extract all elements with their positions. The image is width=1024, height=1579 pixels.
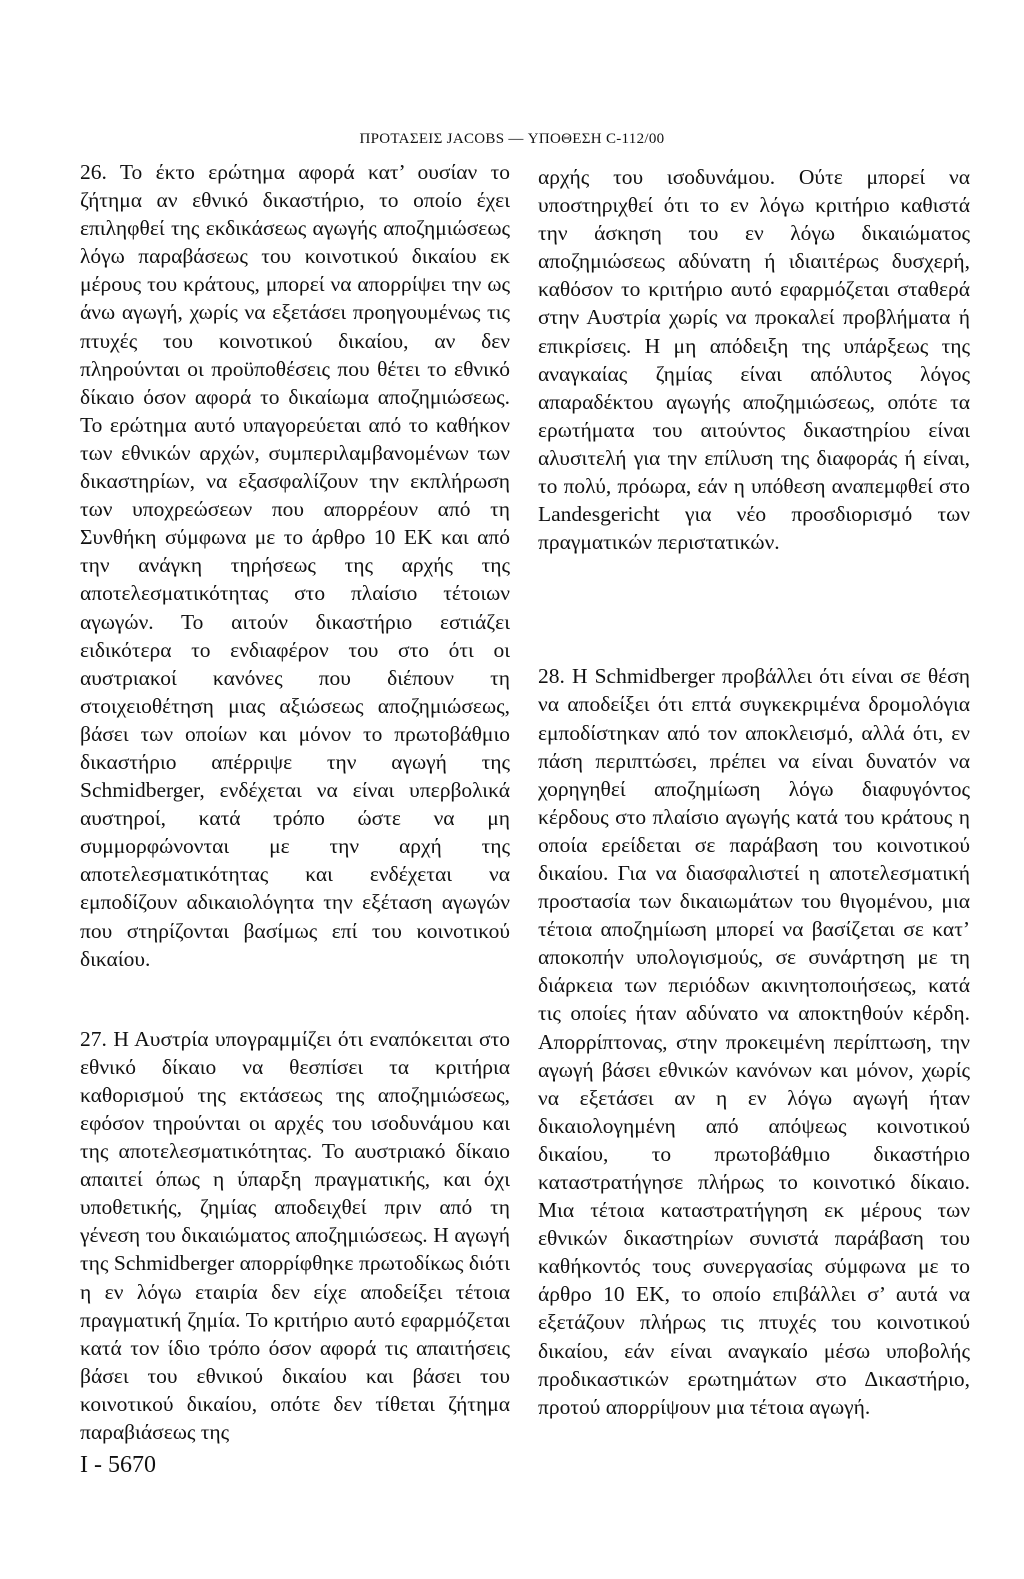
paragraph-27-continued: αρχής του ισοδυνάμου. Ούτε μπορεί να υποστηριχθεί ότι το εν λόγω κριτήριο καθιστά την άσκηση του εν λόγω δικαιώματος αποζημιώσεως αδύνατη ή ιδιαιτέρως δυσχερή, καθόσον το κριτήριο αυτό εφαρμόζεται σταθερά στην Αυστρία χωρίς να προκαλεί προβλήματα ή επικρίσεις. Η μη απόδειξη της υπάρξεως της αναγκαίας ζημίας είναι απόλυτος λόγος απαραδέκτου αγωγής αποζημιώσεως, οπότε τα ερωτήματα του αιτούντος δικαστηρίου είναι αλυσιτελή για την επίλυση της διαφοράς ή είναι, το πολύ, πρόωρα, εάν η υπόθεση αναπεμφθεί στο Landesgericht για νέο προσδιορισμό των πραγματικών περιστατικών.: [538, 165, 970, 555]
left-column: [80, 158, 510, 1446]
paragraph-26: 26. Το έκτο ερώτημα αφορά κατ’ ουσίαν το ζήτημα αν εθνικό δικαστήριο, το οποίο έχει επιληφθεί της εκδικάσεως αγωγής αποζημιώσεως λόγω παραβάσεως του κοινοτικού δικαίου εκ μέρους του κράτους, μπορεί να απορρίψει την ως άνω αγωγή, χωρίς να εξετάσει προηγουμένως τις πτυχές του κοινοτικού δικαίου, αν δεν πληρούνται οι προϋποθέσεις που θέτει το εθνικό δίκαιο όσον αφορά το δικαίωμα αποζημιώσεως. Το ερώτημα αυτό υπαγορεύεται από το καθήκον των εθνικών αρχών, συμπεριλαμβανομένων των δικαστηρίων, να εξασφαλίζουν την εκπλήρωση των υποχρεώσεων που απορρέουν από τη Συνθήκη σύμφωνα με το άρθρο 10 ΕΚ και από την ανάγκη τηρήσεως της αρχής της αποτελεσματικότητας στο πλαίσιο τέτοιων αγωγών. Το αιτούν δικαστήριο εστιάζει ειδικότερα το ενδιαφέρον του στο ότι οι αυστριακοί κανόνες που διέπουν τη στοιχειοθέτηση μιας αξιώσεως αποζημιώσεως, βάσει των οποίων και μόνον το πρωτοβάθμιο δικαστήριο απέρριψε την αγωγή της Schmidberger, ενδέχεται να είναι υπερβολικά αυστηροί, κατά τρόπο ώστε να μη συμμορφώνονται με την αρχή της αποτελεσματικότητας και ενδέχεται να εμποδίζουν αδικαιολόγητα την εξέταση αγωγών που στηρίζονται βασίμως επί του κοινοτικού δικαίου.: [80, 160, 510, 971]
running-header: ΠΡΟΤΑΣΕΙΣ JACOBS — ΥΠΟΘΕΣΗ C-112/00: [359, 131, 665, 147]
right-column: [538, 163, 970, 1421]
paragraph-28: 28. Η Schmidberger προβάλλει ότι είναι σε θέση να αποδείξει ότι επτά συγκεκριμένα δρομολόγια εμποδίστηκαν από τον αποκλεισμό, αλλά ότι, εν πάση περιπτώσει, πρέπει να είναι δυνατόν να χορηγηθεί αποζημίωση λόγω διαφυγόντος κέρδους στο πλαίσιο αγωγής κατά του κράτους η οποία ερείδεται σε παράβαση του κοινοτικού δικαίου. Για να διασφαλιστεί η αποτελεσματική προστασία των δικαιωμάτων του θιγομένου, μια τέτοια αποζημίωση μπορεί να βασίζεται σε κατ’ αποκοπήν υπολογισμούς, σε συνάρτηση με τη διάρκεια των περιόδων ακινητοποιήσεως, κατά τις οποίες ήταν αδύνατο να αποκτηθούν κέρδη. Απορρίπτονας, στην προκειμένη περίπτωση, την αγωγή βάσει εθνικών κανόνων και μόνον, χωρίς να εξετάσει αν η εν λόγω αγωγή ήταν δικαιολογημένη από απόψεως κοινοτικού δικαίου, το πρωτοβάθμιο δικαστήριο καταστρατήγησε πλήρως το κοινοτικό δίκαιο. Μια τέτοια καταστρατήγηση εκ μέρους των εθνικών δικαστηρίων συνιστά παράβαση του καθήκοντός τους συνεργασίας σύμφωνα με το άρθρο 10 ΕΚ, το οποίο επιβάλλει σ’ αυτά να εξετάζουν πλήρως τις πτυχές του κοινοτικού δικαίου, εάν είναι αναγκαίο μέσω υποβολής προδικαστικών ερωτημάτων στο Δικαστήριο, προτού απορρίψουν μια τέτοια αγωγή.: [538, 664, 970, 1419]
paragraph-27: 27. Η Αυστρία υπογραμμίζει ότι εναπόκειται στο εθνικό δίκαιο να θεσπίσει τα κριτήρια καθορισμού της εκτάσεως της αποζημιώσεως, εφόσον τηρούνται οι αρχές του ισοδυνάμου και της αποτελεσματικότητας. Το αυστριακό δίκαιο απαιτεί όπως η ύπαρξη πραγματικής, και όχι υποθετικής, ζημίας αποδειχθεί πριν από τη γένεση του δικαιώματος αποζημιώσεως. Η αγωγή της Schmidberger απορρίφθηκε πρωτοδίκως διότι η εν λόγω εταιρία δεν είχε αποδείξει τέτοια πραγματική ζημία. Το κριτήριο αυτό εφαρμόζεται κατά τον ίδιο τρόπο όσον αφορά τις απαιτήσεις βάσει του εθνικού δικαίου και βάσει του κοινοτικού δικαίου, οπότε δεν τίθεται ζήτημα παραβιάσεως της: [80, 1026, 510, 1445]
page-number: I - 5670: [80, 1452, 156, 1478]
